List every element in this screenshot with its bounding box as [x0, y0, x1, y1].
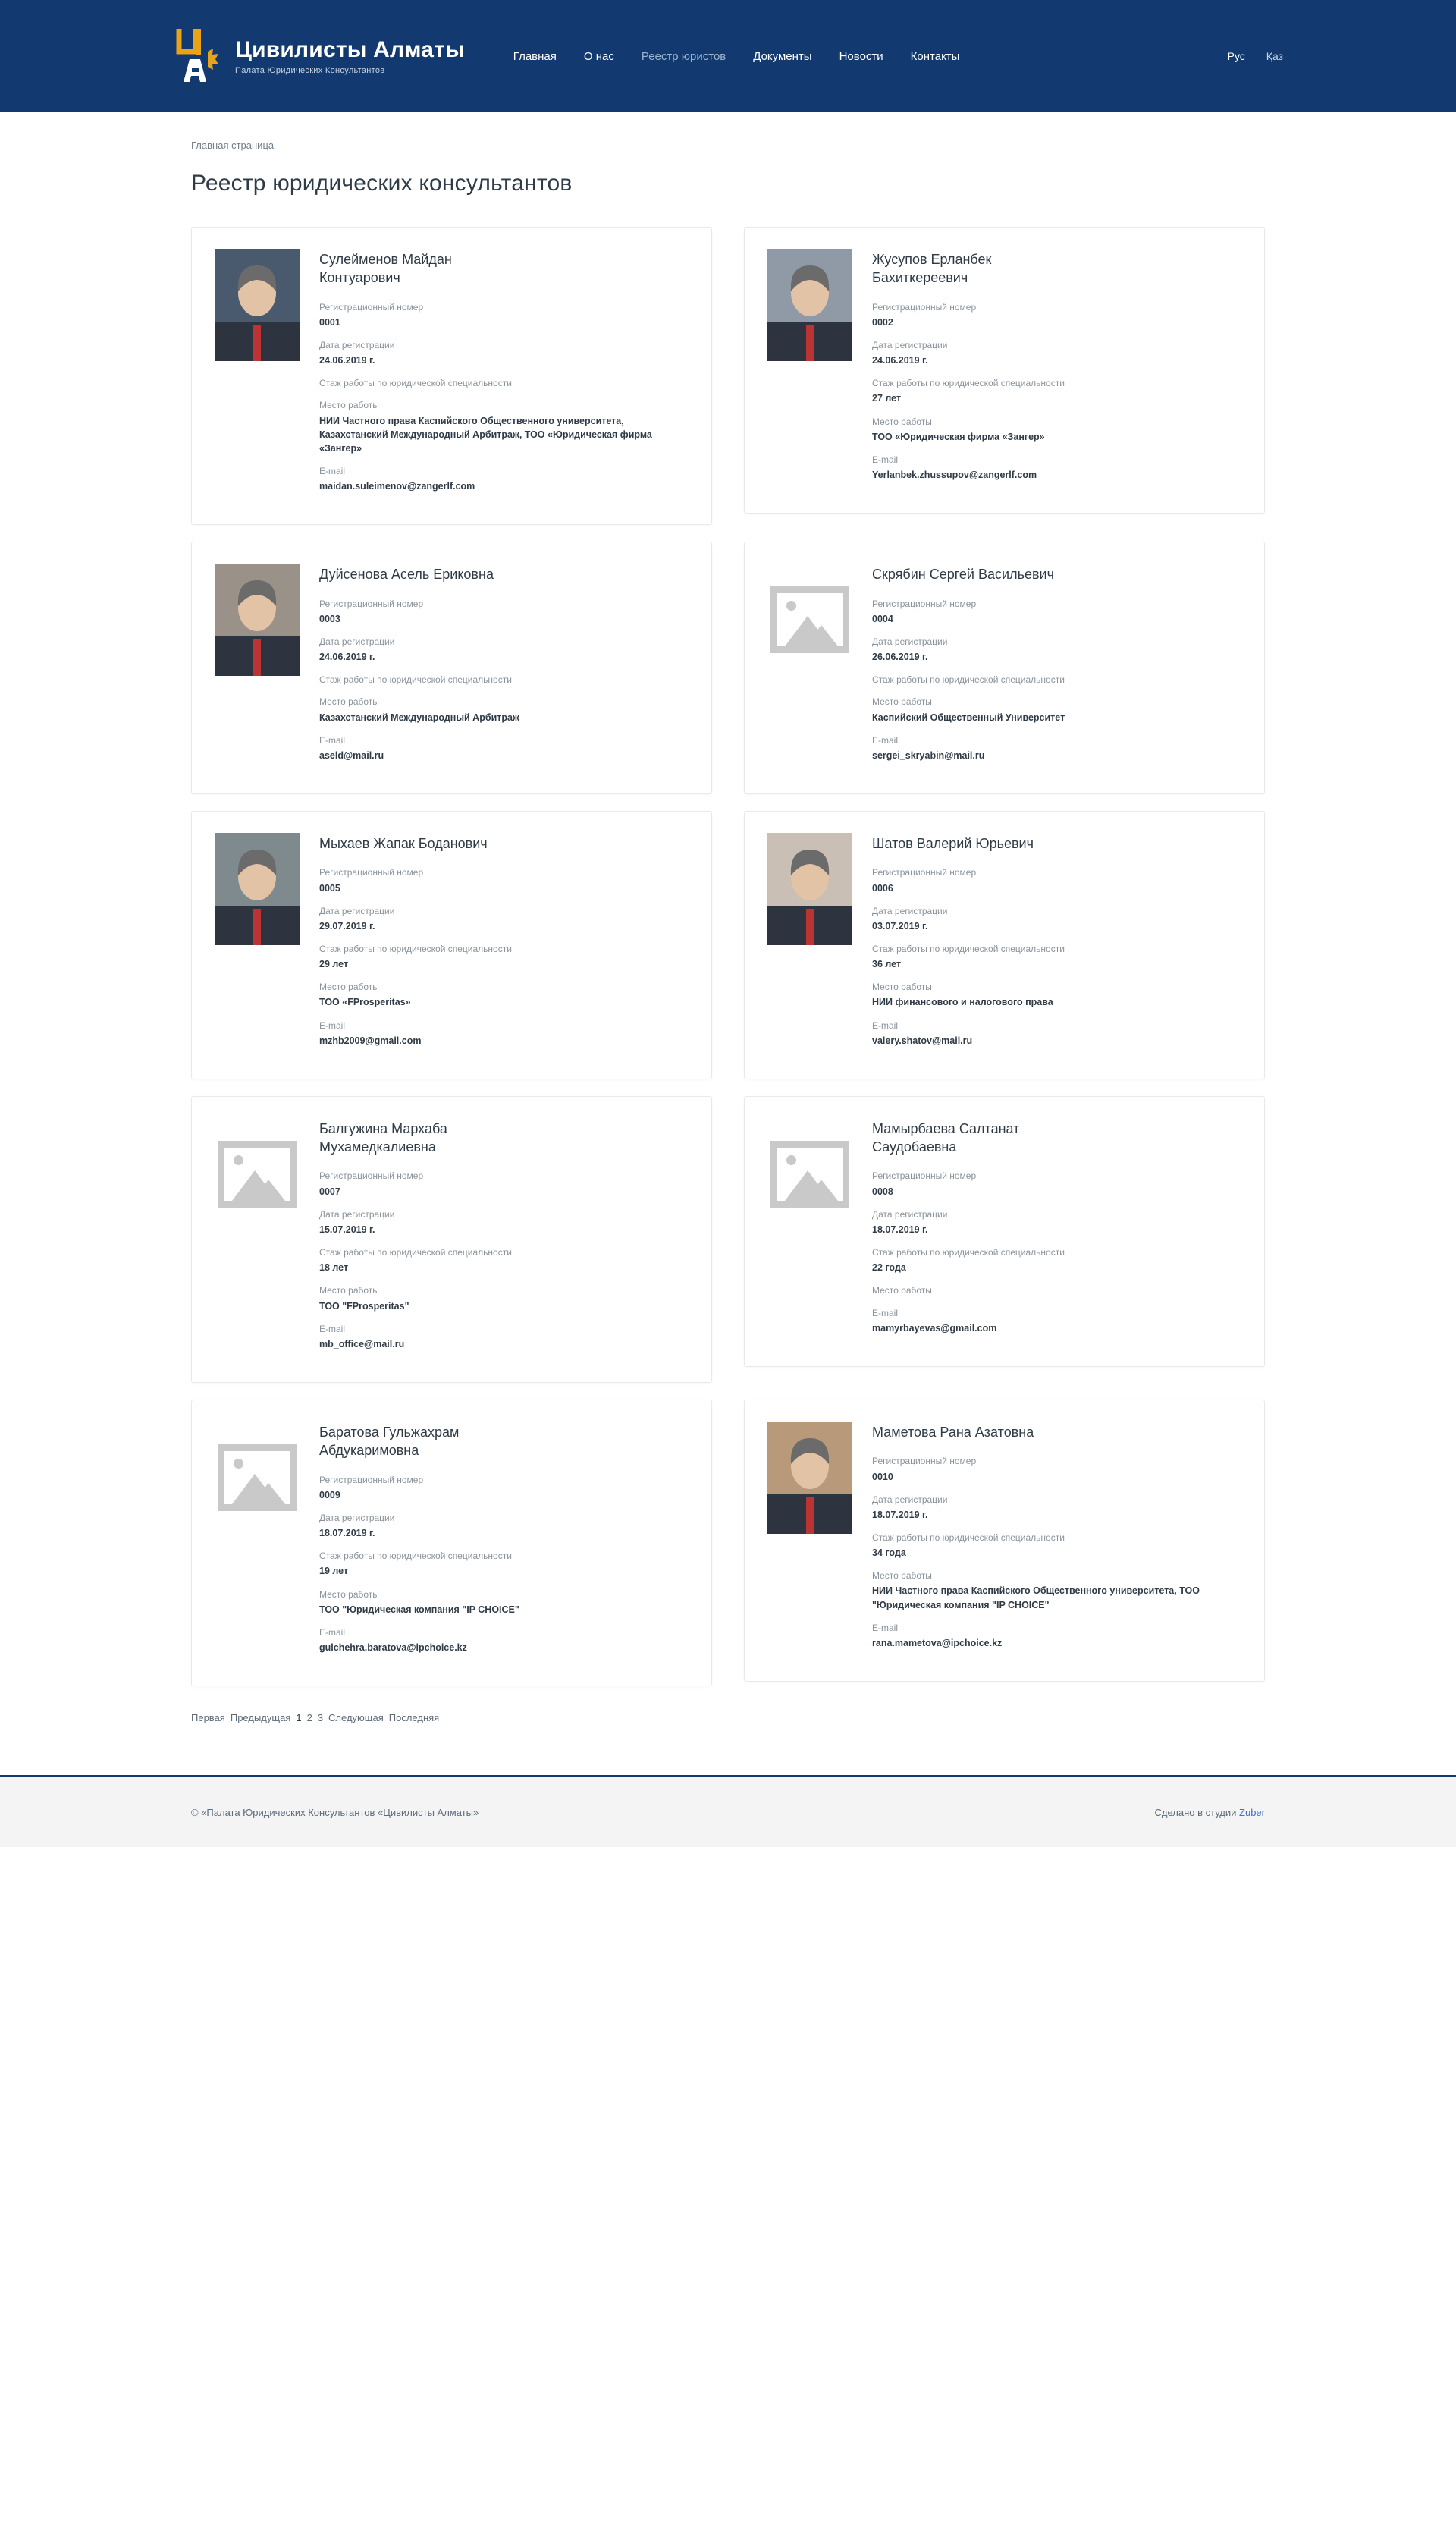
email-label: E-mail [319, 734, 346, 746]
consultant-photo [215, 249, 300, 361]
email-label: E-mail [872, 1622, 899, 1633]
registration-date-value: 18.07.2019 г. [872, 1509, 928, 1520]
pagination-page-1[interactable]: 1 [296, 1712, 302, 1724]
registration-number-field [872, 1455, 1241, 1483]
registration-date-field [872, 339, 1241, 367]
registration-number-label: Регистрационный номер [872, 867, 977, 878]
registration-date-field [872, 1494, 1241, 1522]
workplace-field [872, 416, 1241, 444]
consultant-card [744, 542, 1265, 794]
email-label: E-mail [319, 1020, 346, 1031]
footer-copyright: © «Палата Юридических Консультантов «Цивилисты Алматы» [191, 1806, 479, 1818]
page-title: Реестр юридических консультантов [191, 171, 573, 196]
email-field [319, 1626, 689, 1654]
experience-field [872, 1532, 1241, 1560]
consultant-info [872, 1422, 1241, 1660]
nav-item-registry[interactable]: Реестр юристов [641, 49, 726, 63]
workplace-field [872, 696, 1241, 724]
consultant-photo-placeholder [215, 1118, 300, 1230]
site-logo[interactable] [173, 26, 465, 86]
email-value: mzhb2009@gmail.com [319, 1035, 422, 1046]
registration-number-value: 0006 [872, 882, 893, 894]
consultant-info [872, 564, 1241, 772]
registration-number-field [872, 1170, 1241, 1198]
registration-date-label: Дата регистрации [319, 1208, 395, 1220]
consultant-info [872, 833, 1241, 1057]
main-navigation [513, 50, 960, 63]
image-placeholder-icon [218, 1141, 297, 1208]
pagination-first[interactable]: Первая [191, 1712, 225, 1724]
registration-number-field [872, 301, 1241, 329]
registration-date-value: 24.06.2019 г. [319, 652, 375, 663]
image-placeholder-icon [770, 1141, 849, 1208]
experience-value: 34 года [872, 1547, 906, 1559]
consultant-name: Балгужина Мархаба Мухамедкалиевна [319, 1120, 447, 1155]
experience-value: 29 лет [319, 959, 349, 970]
consultant-info [872, 249, 1241, 492]
registration-number-field [319, 866, 689, 894]
email-field [319, 465, 689, 493]
registration-number-value: 0008 [872, 1186, 893, 1197]
workplace-label: Место работы [319, 1588, 379, 1600]
consultant-photo-placeholder [215, 1422, 300, 1534]
registration-number-label: Регистрационный номер [319, 1170, 424, 1182]
consultant-name: Скрябин Сергей Васильевич [872, 567, 1054, 583]
logo-title: Цивилисты Алматы [235, 37, 465, 62]
experience-field [319, 943, 689, 971]
workplace-value: Каспийский Общественный Университет [872, 712, 1065, 723]
pagination [191, 1712, 1265, 1745]
consultant-photo [767, 249, 852, 361]
email-field [872, 1307, 1241, 1335]
experience-value: 19 лет [319, 1566, 349, 1577]
workplace-label: Место работы [872, 696, 932, 708]
email-label: E-mail [872, 1020, 899, 1031]
workplace-value: НИИ Частного права Каспийского Общественного университета, ТОО "Юридическая компания "IP CHOICE" [872, 1585, 1200, 1610]
email-field [319, 1020, 689, 1048]
image-placeholder-icon [218, 1444, 297, 1511]
experience-field [319, 1550, 689, 1578]
registration-number-field [319, 1170, 689, 1198]
workplace-label: Место работы [319, 1285, 379, 1296]
registration-number-label: Регистрационный номер [872, 1456, 977, 1467]
consultant-info [872, 1118, 1241, 1345]
experience-field [872, 943, 1241, 971]
footer-studio [1155, 1807, 1266, 1818]
consultant-photo [215, 564, 300, 676]
registration-date-label: Дата регистрации [872, 339, 948, 350]
experience-label: Стаж работы по юридической специальности [319, 943, 512, 954]
email-label: E-mail [872, 454, 899, 465]
nav-item-contacts[interactable]: Контакты [910, 49, 960, 63]
page-body [0, 112, 1456, 1775]
consultant-photo-placeholder [767, 1118, 852, 1230]
consultant-info [319, 833, 689, 1057]
site-header [0, 0, 1456, 112]
workplace-label: Место работы [872, 1570, 932, 1582]
workplace-value: ТОО "FProsperitas" [319, 1300, 410, 1312]
pagination-prev[interactable]: Предыдущая [230, 1712, 291, 1724]
registration-number-label: Регистрационный номер [319, 867, 424, 878]
consultant-name: Жусупов Ерланбек Бахиткереевич [872, 252, 992, 286]
registration-date-value: 24.06.2019 г. [872, 355, 928, 366]
experience-value: 22 года [872, 1262, 906, 1274]
workplace-label: Место работы [872, 982, 932, 993]
registration-number-value: 0001 [319, 316, 340, 328]
pagination-page-3[interactable]: 3 [317, 1712, 324, 1724]
registration-date-value: 18.07.2019 г. [319, 1528, 375, 1539]
email-label: E-mail [872, 734, 899, 746]
experience-field [872, 377, 1241, 405]
registration-number-field [319, 598, 689, 626]
registration-date-field [872, 905, 1241, 933]
consultant-card [744, 811, 1265, 1079]
footer-studio-link[interactable]: Zuber [1239, 1806, 1265, 1818]
experience-label: Стаж работы по юридической специальности [872, 1532, 1065, 1543]
workplace-label: Место работы [319, 400, 379, 411]
consultants-grid [191, 227, 1265, 1686]
email-value: rana.mametova@ipchoice.kz [872, 1637, 1003, 1648]
image-placeholder-icon [770, 586, 849, 653]
experience-field [872, 674, 1241, 686]
registration-date-field [319, 1208, 689, 1236]
workplace-label: Место работы [319, 696, 379, 708]
email-value: aseld@mail.ru [319, 749, 384, 761]
consultant-card [191, 227, 712, 525]
nav-item-home[interactable]: Главная [513, 49, 557, 63]
experience-label: Стаж работы по юридической специальности [872, 378, 1065, 389]
experience-label: Стаж работы по юридической специальности [319, 378, 512, 389]
workplace-field [319, 1588, 689, 1616]
experience-label: Стаж работы по юридической специальности [319, 1247, 512, 1258]
consultant-name: Сулейменов Майдан Контуарович [319, 252, 452, 286]
registration-number-label: Регистрационный номер [319, 1474, 424, 1485]
workplace-field [319, 696, 689, 724]
consultant-card [191, 1096, 712, 1383]
nav-item-about[interactable]: О нас [583, 49, 614, 63]
registration-date-value: 26.06.2019 г. [872, 652, 928, 663]
email-field [872, 1622, 1241, 1650]
workplace-field [319, 1284, 689, 1312]
registration-date-label: Дата регистрации [319, 1512, 395, 1523]
experience-label: Стаж работы по юридической специальности [872, 674, 1065, 686]
email-field [872, 454, 1241, 482]
registration-number-label: Регистрационный номер [872, 301, 977, 313]
workplace-value: Казахстанский Международный Арбитраж [319, 712, 519, 723]
registration-number-label: Регистрационный номер [319, 301, 424, 313]
registration-number-label: Регистрационный номер [872, 598, 977, 609]
consultant-card [191, 1400, 712, 1686]
workplace-field [319, 399, 689, 455]
consultant-name: Дуйсенова Асель Ериковна [319, 567, 494, 583]
nav-item-documents[interactable]: Документы [753, 49, 812, 63]
footer-studio-prefix: Сделано в студии [1154, 1806, 1237, 1818]
registration-date-label: Дата регистрации [872, 1208, 948, 1220]
registration-number-value: 0010 [872, 1471, 893, 1482]
experience-field [319, 674, 689, 686]
registration-number-label: Регистрационный номер [319, 598, 424, 609]
registration-number-field [872, 598, 1241, 626]
workplace-value: ТОО "Юридическая компания "IP CHOICE" [319, 1604, 519, 1615]
consultant-name: Шатов Валерий Юрьевич [872, 836, 1034, 852]
experience-field [319, 1246, 689, 1274]
email-value: gulchehra.baratova@ipchoice.kz [319, 1642, 467, 1654]
nav-item-news[interactable]: Новости [839, 49, 883, 63]
registration-date-value: 15.07.2019 г. [319, 1224, 375, 1235]
pagination-last[interactable]: Последняя [388, 1712, 440, 1724]
chamber-logo-icon [173, 26, 223, 86]
email-value: sergei_skryabin@mail.ru [872, 749, 985, 761]
registration-date-label: Дата регистрации [872, 905, 948, 916]
email-value: mamyrbayevas@gmail.com [872, 1322, 997, 1334]
site-footer [0, 1777, 1456, 1847]
workplace-field [872, 1284, 1241, 1296]
email-field [319, 734, 689, 762]
experience-label: Стаж работы по юридической специальности [319, 674, 512, 686]
consultant-card [744, 1400, 1265, 1682]
email-field [872, 1020, 1241, 1048]
registration-number-label: Регистрационный номер [872, 1170, 977, 1182]
workplace-label: Место работы [872, 1285, 932, 1296]
email-value: mb_office@mail.ru [319, 1338, 405, 1349]
email-label: E-mail [319, 1626, 346, 1638]
email-value: Yerlanbek.zhussupov@zangerlf.com [872, 470, 1037, 481]
registration-number-value: 0004 [872, 613, 893, 624]
registration-number-value: 0007 [319, 1186, 340, 1197]
workplace-value: ТОО «Юридическая фирма «Зангер» [872, 431, 1045, 442]
consultant-name: Баратова Гульжахрам Абдукаримовна [319, 1425, 460, 1459]
workplace-label: Место работы [319, 982, 379, 993]
workplace-field [319, 981, 689, 1009]
lang-option-rus[interactable]: Рус [1227, 50, 1245, 62]
workplace-field [872, 981, 1241, 1009]
consultant-photo [767, 1422, 852, 1534]
email-label: E-mail [319, 465, 346, 476]
registration-date-field [319, 339, 689, 367]
consultant-card [191, 542, 712, 794]
experience-label: Стаж работы по юридической специальности [872, 943, 1065, 954]
consultant-info [319, 1422, 689, 1664]
pagination-page-2[interactable]: 2 [306, 1712, 312, 1724]
experience-value: 36 лет [872, 959, 902, 970]
consultant-photo [215, 833, 300, 945]
email-value: valery.shatov@mail.ru [872, 1035, 973, 1046]
consultant-card [744, 227, 1265, 514]
pagination-next[interactable]: Следующая [328, 1712, 384, 1724]
experience-field [872, 1246, 1241, 1274]
breadcrumb[interactable]: Главная страница [191, 140, 275, 151]
logo-subtitle: Палата Юридических Консультантов [235, 66, 385, 75]
registration-date-label: Дата регистрации [319, 905, 395, 916]
workplace-value: ТОО «FProsperitas» [319, 997, 411, 1008]
consultant-info [319, 564, 689, 772]
experience-label: Стаж работы по юридической специальности [319, 1550, 512, 1562]
consultant-info [319, 249, 689, 503]
email-label: E-mail [319, 1323, 346, 1334]
registration-date-value: 24.06.2019 г. [319, 355, 375, 366]
email-field [319, 1323, 689, 1351]
registration-date-label: Дата регистрации [872, 1494, 948, 1505]
registration-date-label: Дата регистрации [872, 636, 948, 647]
experience-value: 18 лет [319, 1262, 349, 1274]
registration-date-value: 18.07.2019 г. [872, 1224, 928, 1235]
experience-label: Стаж работы по юридической специальности [872, 1247, 1065, 1258]
email-field [872, 734, 1241, 762]
registration-number-field [319, 301, 689, 329]
registration-date-field [872, 1208, 1241, 1236]
consultant-card [191, 811, 712, 1079]
registration-date-label: Дата регистрации [319, 339, 395, 350]
email-label: E-mail [872, 1307, 899, 1318]
registration-date-field [872, 636, 1241, 664]
lang-option-kaz[interactable]: Қаз [1266, 50, 1283, 62]
registration-number-field [319, 1474, 689, 1502]
workplace-label: Место работы [872, 416, 932, 427]
workplace-value: НИИ Частного права Каспийского Общественного университета, Казахстанский Международный Арбитраж, ТОО «Юридическая фирма «Зангер» [319, 415, 652, 454]
consultant-photo [767, 833, 852, 945]
registration-number-value: 0009 [319, 1489, 340, 1500]
experience-value: 27 лет [872, 393, 902, 404]
registration-date-value: 03.07.2019 г. [872, 920, 928, 932]
consultant-name: Мыхаев Жапак Боданович [319, 836, 488, 852]
registration-date-value: 29.07.2019 г. [319, 920, 375, 932]
registration-number-field [872, 866, 1241, 894]
experience-field [319, 377, 689, 389]
registration-date-label: Дата регистрации [319, 636, 395, 647]
language-switcher [1228, 50, 1283, 62]
consultant-photo-placeholder [767, 564, 852, 676]
registration-number-value: 0003 [319, 613, 340, 624]
consultant-info [319, 1118, 689, 1361]
registration-number-value: 0002 [872, 316, 893, 328]
registration-date-field [319, 636, 689, 664]
consultant-card [744, 1096, 1265, 1367]
registration-date-field [319, 1512, 689, 1540]
registration-date-field [319, 905, 689, 933]
email-value: maidan.suleimenov@zangerlf.com [319, 481, 475, 492]
consultant-name: Маметова Рана Азатовна [872, 1425, 1034, 1441]
registration-number-value: 0005 [319, 882, 340, 894]
consultant-name: Мамырбаева Салтанат Саудобаевна [872, 1120, 1020, 1155]
workplace-field [872, 1569, 1241, 1611]
workplace-value: НИИ финансового и налогового права [872, 997, 1053, 1008]
